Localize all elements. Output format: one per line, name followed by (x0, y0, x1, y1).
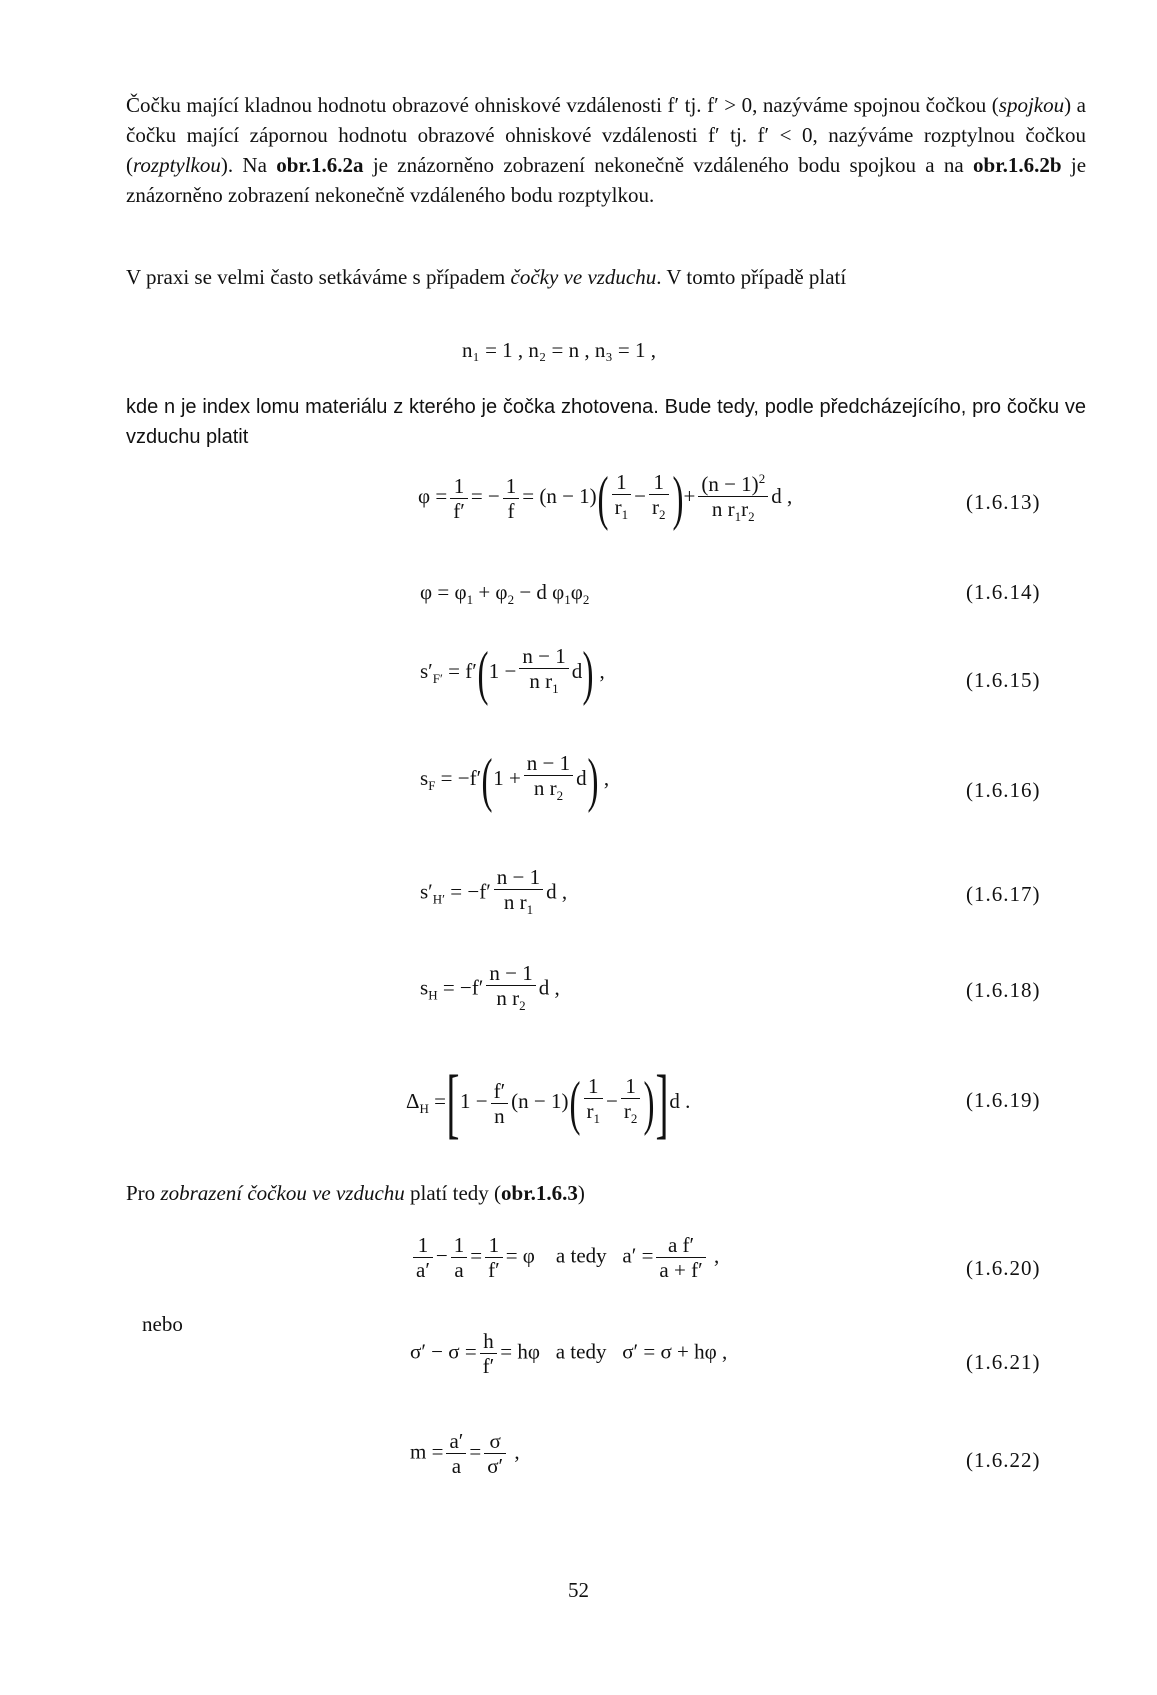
equation-number: (1.6.13) (966, 490, 1041, 514)
equation-number: (1.6.17) (966, 882, 1041, 906)
text-a-tedy: a tedy (555, 1243, 607, 1268)
equation-1-6-14: $\varphi = \varphi_1 + \varphi_2 - d$ $\varphi_1\varphi_2$ (420, 580, 590, 608)
equation-number: (1.6.22) (966, 1448, 1041, 1472)
figure-ref-2a: obr.1.6.2a (276, 153, 364, 177)
text-run: V praxi se velmi často setkáváme s případem (126, 265, 511, 289)
equation-1-6-21: σ′ − σ = $\frac{h}{f'}$ = hφ a tedy σ′ = σ + hφ , (410, 1329, 728, 1378)
italic-term-zobrazeni: zobrazení čočkou ve vzduchu (160, 1181, 405, 1205)
equation-1-6-20: $\frac{1}{a'}$ − $\frac{1}{a}$ = $\frac{1}{f'}$ = φ a tedy a′ = $\frac{\text{a f′}}{a + f'}$ , (410, 1234, 719, 1281)
text-a-tedy: a tedy (555, 1339, 607, 1364)
equation-1-6-16: $s_F = -f'(1$ + $\frac{n - 1}{n r_2}$ d) , (420, 747, 610, 813)
text-run: ) a čočku mající zápornou hodnotu obrazové ohniskové vzdálenosti f′ tj. f′ < 0, nazýváme rozptylnou čočkou ( (126, 93, 1086, 177)
equation-1-6-17: $s'_{H'} = -f'$ $\frac{n - 1}{n r_1}$ d , (420, 865, 568, 918)
equation-number: (1.6.18) (966, 978, 1041, 1002)
text-run: je znázorněno zobrazení nekonečně vzdáleného bodu rozptylkou. (126, 153, 1087, 207)
text-run: . V tomto případě platí (656, 265, 847, 289)
text-run: ) (577, 1181, 585, 1205)
text-run: Pro (126, 1181, 161, 1205)
equation-number: (1.6.19) (966, 1088, 1041, 1112)
equation-number: (1.6.21) (966, 1350, 1041, 1374)
equation-number: (1.6.14) (966, 580, 1041, 604)
equation-number: (1.6.20) (966, 1256, 1041, 1280)
figure-ref-2b: obr.1.6.2b (973, 153, 1062, 177)
paragraph-lens-in-air (126, 262, 1086, 292)
italic-term-cocky-ve-vzduchu: čočky ve vzduchu (510, 265, 657, 289)
equation-1-6-18: $s_H = -f'$ $\frac{n - 1}{n r_2}$ d , (420, 961, 560, 1014)
equation-number: (1.6.16) (966, 778, 1041, 802)
text-run: ). Na (220, 153, 277, 177)
text-nebo: nebo (142, 1312, 183, 1336)
equation-1-6-22: m = $\frac{a'}{a}$ = $\frac{\sigma}{\sigma'}$ , (410, 1429, 520, 1478)
paragraph-refractive-index: kde n je index lomu materiálu z kterého je čočka zhotovena. Bude tedy, podle předcházejícího, pro čočku ve vzduchu platit (126, 396, 1086, 448)
text-run: Čočku mající kladnou hodnotu obrazové ohniskové vzdálenosti f′ tj. f′ > 0, nazýváme spojnou čočkou ( (126, 93, 999, 117)
equation-1-6-15: $s'_{F'} = f'(1$ − $\frac{n - 1}{n r_1}$ d) , (420, 640, 605, 706)
paragraph-lens-imaging (126, 1178, 1086, 1208)
refractive-indices-equation: n₁ = 1 , n₂ = n , n₃ = 1 , (462, 338, 656, 362)
italic-term-rozptylka: rozptylkou (133, 153, 221, 177)
text-run: platí tedy ( (404, 1181, 502, 1205)
page-number: 52 (568, 1578, 589, 1602)
equation-1-6-19: $\Delta_H =[1$ − $\frac{f'}{n}$ (n − 1)( $\frac{1}{r_1}$ − $\frac{1}{r_2}$ )]d . (406, 1059, 691, 1146)
equation-number: (1.6.15) (966, 668, 1041, 692)
italic-term-spojka: spojkou (998, 93, 1065, 117)
paragraph-lens-definition (126, 90, 1086, 210)
figure-ref-3: obr.1.6.3 (501, 1181, 578, 1205)
equation-1-6-13: φ = $\frac{1}{f'}$ = − $\frac{1}{f}$ = (n − 1)( $\frac{1}{r_1}$ − $\frac{1}{r_2}$ )+ $\frac{(n - 1)^2}{n r_1r_2}$ d , (418, 465, 793, 532)
text-run: je znázorněno zobrazení nekonečně vzdáleného bodu spojkou a na (363, 153, 974, 177)
